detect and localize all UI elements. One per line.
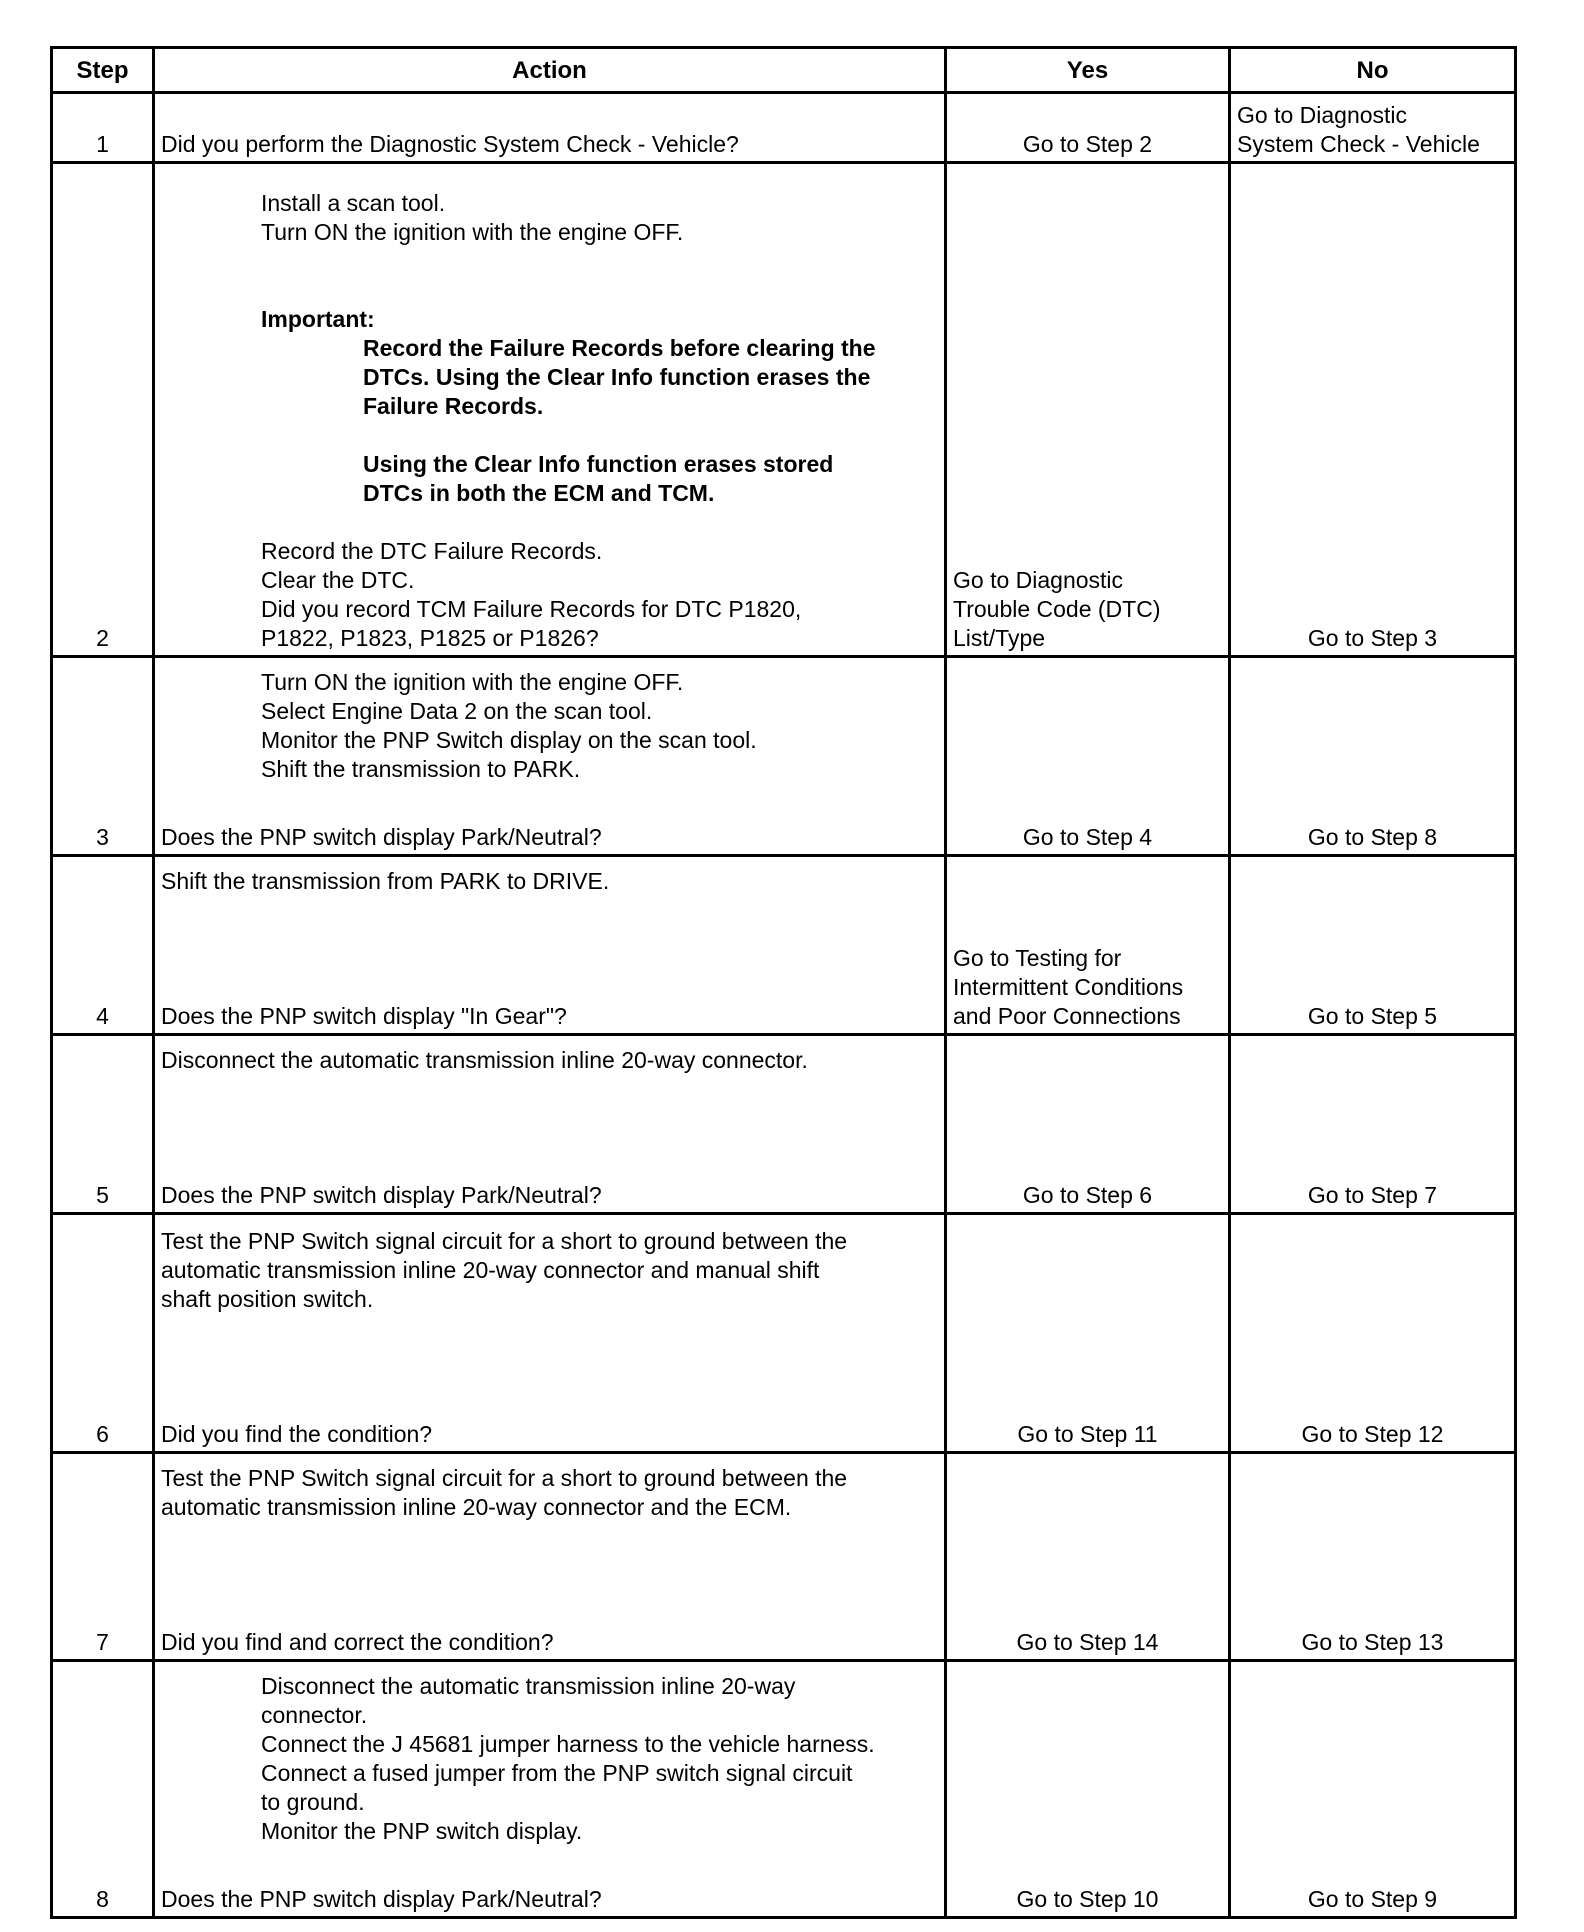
action-cell: [154, 1453, 946, 1661]
instruction-line: Record the DTC Failure Records.: [261, 538, 603, 564]
step-number: 6: [52, 1214, 154, 1453]
action-cell: [154, 1661, 946, 1918]
no-cell: [1230, 163, 1516, 657]
table-row: [52, 657, 1516, 856]
yes-link: Go to Step 6: [1022, 1182, 1153, 1208]
step-number: 4: [52, 856, 154, 1035]
yes-cell: [946, 163, 1230, 657]
no-link: Go to Step 12: [1301, 1421, 1444, 1447]
instruction-line: to ground.: [261, 1789, 365, 1815]
yes-cell: [946, 1214, 1230, 1453]
action-question: Does the PNP switch display Park/Neutral?: [161, 1886, 602, 1912]
yes-link: Go to Step 14: [1016, 1629, 1159, 1655]
yes-cell: [946, 93, 1230, 163]
step-number: 2: [52, 163, 154, 657]
no-cell: [1230, 93, 1516, 163]
yes-link: Go to Step 2: [1022, 131, 1153, 157]
action-question: Does the PNP switch display Park/Neutral?: [161, 824, 602, 850]
yes-link: Go to Step 11: [1017, 1421, 1158, 1447]
instruction-line: shaft position switch.: [161, 1286, 374, 1312]
step-number: 7: [52, 1453, 154, 1661]
yes-link-line: Trouble Code (DTC): [953, 596, 1161, 622]
instruction-line: Shift the transmission from PARK to DRIVE.: [161, 868, 610, 894]
action-question: Did you find the condition?: [161, 1421, 433, 1447]
no-link: Go to Step 3: [1307, 625, 1438, 651]
no-cell: [1230, 1453, 1516, 1661]
no-link: Go to Step 8: [1307, 824, 1438, 850]
instruction-line: P1822, P1823, P1825 or P1826?: [261, 625, 599, 651]
instruction-line: automatic transmission inline 20-way connector and the ECM.: [161, 1494, 792, 1520]
instruction-line: automatic transmission inline 20-way connector and manual shift: [161, 1257, 820, 1283]
important-label: Important:: [261, 306, 375, 332]
yes-cell: [946, 856, 1230, 1035]
no-link: Go to Step 13: [1301, 1629, 1444, 1655]
instruction-line: Select Engine Data 2 on the scan tool.: [261, 698, 653, 724]
no-link: Go to Step 7: [1307, 1182, 1438, 1208]
step-number: 5: [52, 1035, 154, 1214]
yes-link-line: Intermittent Conditions: [953, 974, 1184, 1000]
action-cell: [154, 93, 946, 163]
yes-link: Go to Step 10: [1016, 1886, 1159, 1912]
no-link-line: System Check - Vehicle: [1237, 131, 1480, 157]
table-row: [52, 1661, 1516, 1918]
action-question: Did you find and correct the condition?: [161, 1629, 554, 1655]
no-cell: [1230, 856, 1516, 1035]
yes-cell: [946, 1035, 1230, 1214]
instruction-line: Turn ON the ignition with the engine OFF.: [261, 219, 684, 245]
no-link-line: Go to Diagnostic: [1237, 102, 1408, 128]
action-cell: [154, 1214, 946, 1453]
instruction-line: Connect the J 45681 jumper harness to the vehicle harness.: [261, 1731, 875, 1757]
header-action: Action: [154, 48, 946, 93]
instruction-line: Did you record TCM Failure Records for DTC P1820,: [261, 596, 802, 622]
header-no: No: [1230, 48, 1516, 93]
header-row: [52, 48, 1516, 93]
instruction-line: Monitor the PNP Switch display on the scan tool.: [261, 727, 757, 753]
important-line: DTCs. Using the Clear Info function erases the: [363, 364, 871, 390]
action-question: Does the PNP switch display "In Gear"?: [161, 1003, 567, 1029]
yes-cell: [946, 1453, 1230, 1661]
no-cell: [1230, 1661, 1516, 1918]
yes-cell: [946, 657, 1230, 856]
no-cell: [1230, 1214, 1516, 1453]
no-link: Go to Step 5: [1307, 1003, 1438, 1029]
diagnostic-table: [50, 46, 1517, 1919]
yes-link-line: List/Type: [953, 625, 1046, 651]
important-line: Record the Failure Records before clearing the: [363, 335, 876, 361]
no-cell: [1230, 1035, 1516, 1214]
no-link: Go to Step 9: [1307, 1886, 1438, 1912]
yes-cell: [946, 1661, 1230, 1918]
step-number: 8: [52, 1661, 154, 1918]
instruction-line: Clear the DTC.: [261, 567, 415, 593]
instruction-line: Test the PNP Switch signal circuit for a short to ground between the: [161, 1228, 848, 1254]
header-step: Step: [52, 48, 154, 93]
important-line: Using the Clear Info function erases stored: [363, 451, 834, 477]
instruction-line: Monitor the PNP switch display.: [261, 1818, 583, 1844]
table-row: [52, 1214, 1516, 1453]
action-cell: [154, 856, 946, 1035]
instruction-line: Test the PNP Switch signal circuit for a short to ground between the: [161, 1465, 848, 1491]
action-question: Does the PNP switch display Park/Neutral?: [161, 1182, 602, 1208]
header-yes: Yes: [946, 48, 1230, 93]
instruction-line: Turn ON the ignition with the engine OFF.: [261, 669, 684, 695]
table-row: [52, 1453, 1516, 1661]
action-cell: [154, 1035, 946, 1214]
important-line: DTCs in both the ECM and TCM.: [363, 480, 715, 506]
action-question: Did you perform the Diagnostic System Check - Vehicle?: [161, 131, 739, 157]
instruction-line: Connect a fused jumper from the PNP switch signal circuit: [261, 1760, 853, 1786]
table-row: [52, 93, 1516, 163]
yes-link-line: Go to Diagnostic: [953, 567, 1124, 593]
instruction-line: Shift the transmission to PARK.: [261, 756, 581, 782]
step-number: 1: [52, 93, 154, 163]
table-row: [52, 856, 1516, 1035]
instruction-line: Disconnect the automatic transmission inline 20-way: [261, 1673, 796, 1699]
action-cell: [154, 657, 946, 856]
important-line: Failure Records.: [363, 393, 544, 419]
instruction-line: Disconnect the automatic transmission inline 20-way connector.: [161, 1047, 808, 1073]
instruction-line: Install a scan tool.: [261, 190, 446, 216]
yes-link-line: Go to Testing for: [953, 945, 1122, 971]
yes-link-line: and Poor Connections: [953, 1003, 1181, 1029]
action-cell: [154, 163, 946, 657]
table-row: [52, 1035, 1516, 1214]
step-number: 3: [52, 657, 154, 856]
instruction-line: connector.: [261, 1702, 368, 1728]
no-cell: [1230, 657, 1516, 856]
yes-link: Go to Step 4: [1022, 824, 1153, 850]
table-row: [52, 163, 1516, 657]
